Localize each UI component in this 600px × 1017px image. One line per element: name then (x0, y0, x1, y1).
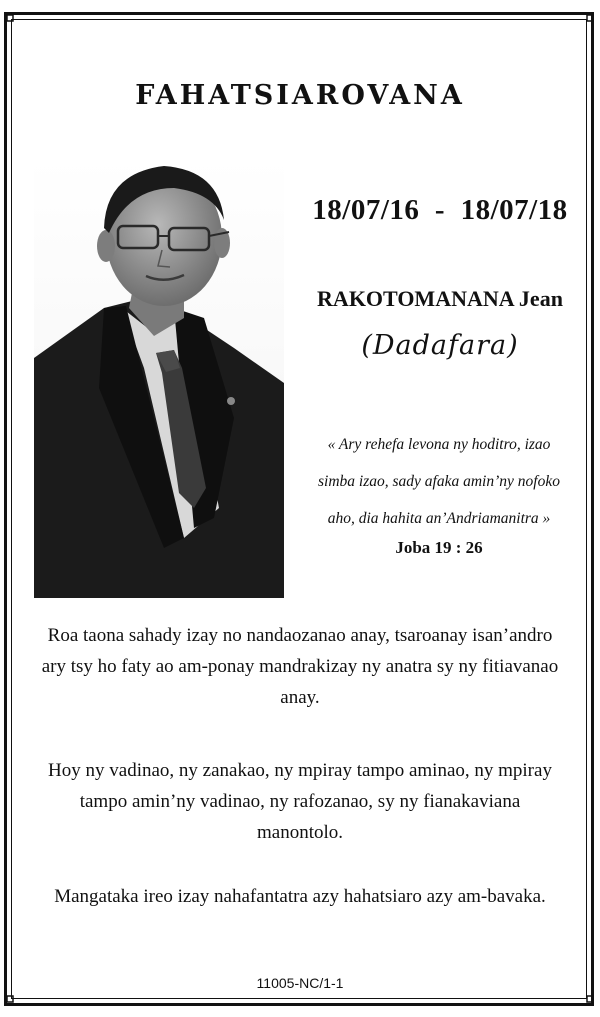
prayer-request-paragraph: Mangataka ireo izay nahafantatra azy hahatsiaro azy am-bavaka. (54, 886, 546, 907)
family-paragraph: Hoy ny vadinao, ny zanakao, ny mpiray tampo aminao, ny mpiray tampo amin’ny vadinao, ny rafozanao, sy ny fianakaviana manontolo. (48, 760, 552, 843)
life-dates: 18/07/16 - 18/07/18 (312, 194, 568, 226)
nickname: (Dadafara) (361, 330, 519, 361)
corner-ornament-icon (584, 10, 598, 24)
page-title: FAHATSIAROVANA (135, 80, 465, 111)
memorial-paragraph: Roa taona sahady izay no nandaozanao anay, tsaroanay isan’andro ary tsy ho faty ao am-ponay mandrakizay ny anatra sy ny fitiavanao anay. (41, 625, 559, 708)
quote-line: « Ary rehefa levona ny hoditro, izao (327, 436, 551, 453)
deceased-name: RAKOTOMANANA Jean (317, 286, 563, 311)
portrait-photo (34, 158, 284, 598)
quote-line: aho, dia hahita an’Andriamanitra » (327, 510, 551, 527)
corner-ornament-icon (2, 10, 16, 24)
corner-ornament-icon (2, 993, 16, 1007)
reference-code: 11005-NC/1-1 (256, 975, 344, 991)
scripture-reference: Joba 19 : 26 (395, 538, 483, 557)
scripture-quote (294, 426, 584, 537)
quote-line: simba izao, sady afaka amin’ny nofoko (318, 473, 560, 490)
corner-ornament-icon (584, 993, 598, 1007)
